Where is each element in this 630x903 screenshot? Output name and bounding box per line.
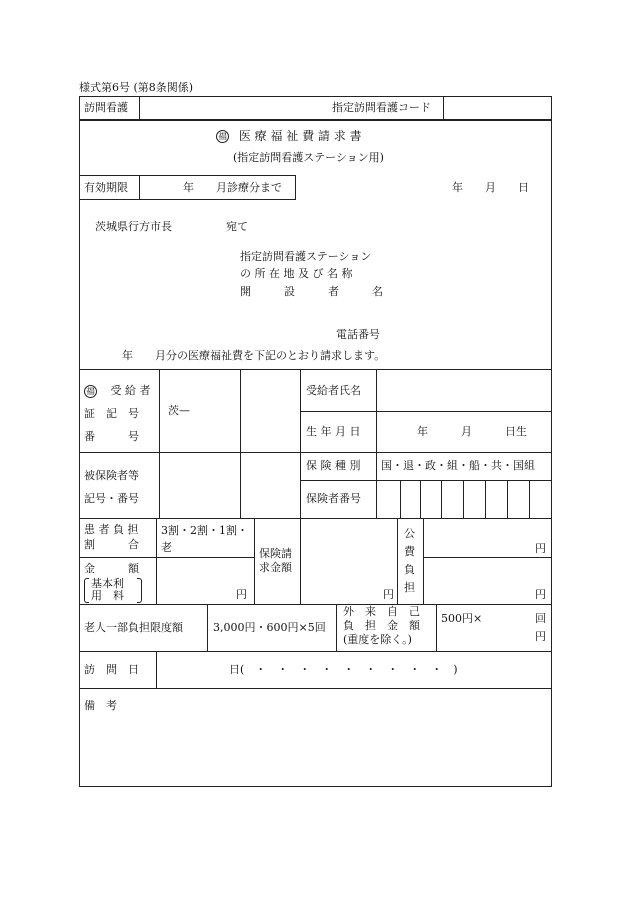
title-main: 医 療 福 祉 費 請 求 書 xyxy=(238,129,362,143)
insurance-claim-yen: 円 xyxy=(383,588,394,601)
insurance-type-value[interactable]: 国・退・政・組・船・共・国組 xyxy=(381,459,535,472)
insurance-claim-label-1: 保険請 xyxy=(259,547,292,560)
recipient-cert-label-2: 証 記 号 xyxy=(84,407,139,420)
insurance-type-label: 保 険 種 別 xyxy=(306,459,361,472)
recipient-name-label: 受給者氏名 xyxy=(306,384,361,397)
amount-bracket xyxy=(84,578,142,602)
form-title xyxy=(216,129,362,143)
birth-value[interactable]: 年 月 日生 xyxy=(417,425,527,438)
remarks-label: 備 考 xyxy=(84,699,117,712)
outpatient-yen: 円 xyxy=(535,630,546,643)
public-burden-yen-2: 円 xyxy=(535,588,546,601)
addressee-suffix: 宛て xyxy=(226,220,248,233)
validity-value[interactable]: 年 月診療分まで xyxy=(183,181,282,194)
station-line2: の 所 在 地 及 び 名 称 xyxy=(240,267,353,280)
public-burden-2: 費 xyxy=(404,545,415,558)
recipient-cert-label: 福 受 給 者 xyxy=(85,384,151,397)
public-burden-1: 公 xyxy=(404,527,415,540)
public-burden-yen-1: 円 xyxy=(535,542,546,555)
public-burden-3: 負 xyxy=(404,563,415,576)
birth-label: 生 年 月 日 xyxy=(306,425,361,438)
insurance-claim-label-2: 求金額 xyxy=(259,561,292,574)
public-burden-4: 担 xyxy=(404,581,415,594)
insurer-number-label: 保険者番号 xyxy=(306,492,361,505)
recipient-cert-label-3: 番 号 xyxy=(84,430,139,443)
outpatient-label-3: (重度を除く。) xyxy=(343,633,412,646)
validity-label: 有効期限 xyxy=(84,181,128,194)
station-phone: 電話番号 xyxy=(336,328,380,341)
elderly-limit-value[interactable]: 3,000円・600円×5回 xyxy=(213,621,326,634)
service-label: 訪問看護 xyxy=(84,101,128,114)
outpatient-kai: 回 xyxy=(535,612,546,625)
fuku-mark-small-icon: 福 xyxy=(85,386,95,397)
outpatient-label-2: 負 担 金 額 xyxy=(343,619,420,632)
recipient-cert-prefix[interactable]: 茨— xyxy=(168,404,190,417)
visit-label: 訪 問 日 xyxy=(84,663,139,676)
amount-yen: 円 xyxy=(236,588,247,601)
fuku-mark-icon: 福 xyxy=(217,132,227,142)
station-line1: 指定訪問看護ステーション xyxy=(240,250,372,263)
outpatient-label-1: 外 来 自 己 xyxy=(343,605,420,618)
outpatient-value[interactable]: 500円× xyxy=(441,612,483,625)
title-sub: (指定訪問看護ステーション用) xyxy=(233,151,384,164)
request-text: 年 月分の医療福祉費を下記のとおり請求します。 xyxy=(122,349,386,362)
code-field[interactable] xyxy=(444,97,551,119)
insured-label-1: 被保険者等 xyxy=(84,469,139,482)
code-label: 指定訪問看護コード xyxy=(332,101,431,114)
insured-label-2: 記号・番号 xyxy=(84,492,139,505)
patient-burden-value[interactable]: 3割・2割・1割・老 xyxy=(161,524,248,554)
elderly-limit-label: 老人一部負担限度額 xyxy=(84,621,183,634)
amount-label-2: 基本利 xyxy=(91,577,124,590)
amount-label-3: 用 料 xyxy=(91,589,124,602)
visit-value[interactable]: 日( ・ ・ ・ ・ ・ ・ ・ ・ ・ ) xyxy=(229,663,458,676)
station-line3: 開 設 者 名 xyxy=(240,285,383,298)
form-id: 様式第6号 (第8条関係) xyxy=(79,81,194,94)
addressee-to: 茨城県行方市長 xyxy=(95,220,172,233)
remarks-field[interactable] xyxy=(80,715,551,785)
amount-label-1: 金 額 xyxy=(84,562,139,575)
patient-burden-label-1: 患 者 負 担 xyxy=(84,523,139,536)
patient-burden-label-2: 割 合 xyxy=(84,538,139,551)
claim-date[interactable]: 年 月 日 xyxy=(452,181,529,194)
